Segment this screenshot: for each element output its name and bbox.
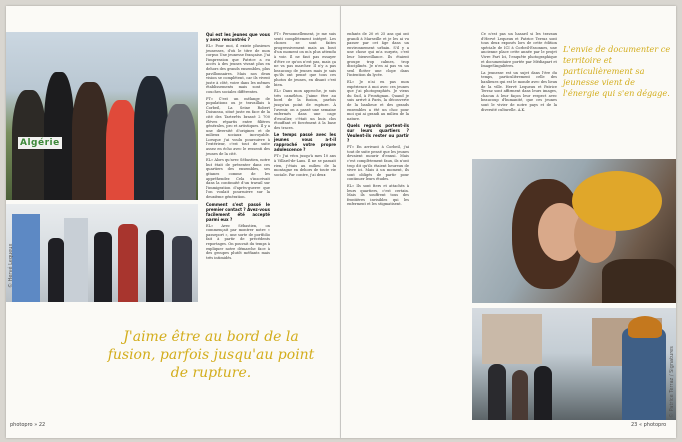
pull-quote-right: L'envie de documenter ce territoire et particulièrement sa jeunesse vient de l'énergie qui s'en dégage. — [563, 44, 671, 98]
text-column-5 — [481, 32, 557, 114]
paragraph: EL» Pour moi, il existe plusieurs jeunesses, d'où le titre de mon corpus Une jeunesse française. J'ai l'impression que Patrice a eu accès à des jeunes vivant plus en dehors des grands ensembles, plus pavillonnaires. Mais nos deux vision se complètent, car ils vivent juste à côté, voire dans les mêmes établissements mais sont de couches sociales différentes. — [206, 44, 270, 94]
paragraph: PT» Personnellement, je me suis senti complètement intégré. Les choses se sont faites progressivement mais au bout d'un moment on m'a plus attendu à voir. Il ne faut pas essayer d'être ce qu'on n'est pas, mais ça ne va pas marcher. Il n'y a pas beaucoup de jeunes mais je sais qu'ils ont pensé que tous ces photos de jeunes, en disant c'est bien. — [274, 32, 336, 87]
paragraph: enfants de 20 et 25 ans qui ont grandi à Marseille et je les ai vu passer par cet âge dans un environnement urbain. S'il y a une chose qui m'a surpris, c'est leur bienveillance. Ils étaient groupe trop calmes, trop disciplinés. Je n'en ai pas vu un seul flotter une clope dans l'intention du lycée. — [347, 32, 409, 78]
paragraph: La jeunesse est un sujet dans l'ère du temps, particulièrement celle des banlieues qui est le monde avec des lieux de la ville. Hervé Lequeux et Patrice Terraz sont affirment dans leurs images, chacun à leur façon leur respect avec beaucoup d'humanité, que ces jeunes sont le vivier de notre pays et de la diversité culturelle. A.K. — [481, 70, 557, 112]
paragraph: EL» Dans mon approche, je suis très caméléon. J'aime être au bord de la fusion, parfois jusqu'au point de rupture. À l'avenir, on a passé une semaine enfermés dans une cage d'escalier, c'était un huis clos étouffant et forcément à la base des traces. — [274, 89, 336, 130]
photo-youth-group — [6, 32, 198, 200]
question-heading: Qui est les jeunes que vous y avez rencontrés ? — [206, 32, 270, 42]
photo-stairwell-group — [6, 204, 198, 302]
paragraph: EL» Alors qu'avec Sébastien, notre but était de présenter dans ces quartiers des ensembles, ses gitanes comme de les appréhender. Cela s'inscrivait dans la continuité d'un travail sur l'immigration d'après-guerre que l'on voulait poursuivre sur la deuxième génération. — [206, 158, 270, 199]
page-folio-left: photopro » 22 — [10, 422, 46, 428]
paragraph: PT» C'est un mélange de populations ou je travaillais à Corbeil, La Seine Robert Doisneau, situé juste en face de la cité des Tarterêts brassé 2 700 élèves répartis entre filières générales, pro et artistiques. Il y a une diversité d'origines et de milieux sociaux incroyable. Lorsque j'ai voulu poursuivre à l'extérieur, c'est tout de suite assez en écho avec le ressenti des jeunes de la cité. — [206, 96, 270, 156]
text-column-2 — [274, 32, 336, 179]
paragraph: PT» En arrivant à Corbeil, j'ai tout de suite pensé que les jeunes devaient mourir d'ennui. Mais c'est complètement faux, ils n'ont trop dit qu'ils étaient heureux de vivre ici. Mais à un moment, ils sont obligés de partir pour continuer leurs études. — [347, 145, 409, 182]
question-heading: Quels regards portent-ils sur leurs quartiers ? Veulent-ils rester ou partir ? — [347, 123, 409, 144]
question-heading: Comment s'est passé le premier contact ? Avez-vous facilement été accepté parmi eux ? — [206, 201, 270, 222]
shirt-text: Algérie — [20, 138, 60, 148]
paragraph: EL» Avec Sébastien, on commençait par montrer notre « passeport », une sorte de portfolio fait à partir de précédents reportages. On pouvait du temps à expliquer notre démarche face à des groupes plutôt méfiants mais très intimidés. — [206, 223, 270, 260]
pull-quote-left: J'aime être au bord de la fusion, parfois jusqu'au point de rupture. — [107, 329, 315, 381]
paragraph: PT» J'ai vécu jusqu'à mes 10 ans à Villard-de-Lans. Il ne se passait rien, j'étais au milieu de la montagne en dehors de toute vie sociale. Par contre, j'ai deux — [274, 154, 336, 177]
text-column-1 — [206, 32, 270, 262]
paragraph: Ce n'est pas un hasard si les travaux d'Hervé Lequeux et Patrice Terraz sont tous deux exposés lors de cette édition spéciale de ICI à Corbeil-Essonnes, une ancienne place cette année par le projet Vivre Part Ici, l'enquête photographique et documentaire portée par Médiapart et ImageSingulières. — [481, 32, 557, 69]
right-page — [341, 6, 676, 438]
text-column-3 — [347, 32, 409, 209]
photo-credit-left: © Hervé Lequeux — [8, 243, 14, 288]
photo-street-scene — [472, 308, 676, 420]
photo-credit-right: © Patrice Terraz / Signatures — [669, 346, 675, 418]
page-folio-right: 23 « photopro — [631, 422, 667, 428]
question-heading: Le temps passé avec les jeunes vous a-t-il rapproché votre propre adolescence ? — [274, 132, 336, 153]
left-page — [6, 6, 341, 438]
paragraph: EL» Ils sont fiers et attachés à leurs quartiers, c'est certain. Mais ils souffrent tous des frontières invisibles qui les enferment et les stigmatisent. — [347, 184, 409, 207]
paragraph: EL» Je n'ai eu pas mon expérience à moi avec ces jeunes que j'ai photographiés. Je viens du Sud, à Frontignan. Quand je suis arrivé à Paris, la découverte de la banlieue et des grands ensembles a été un choc pour moi qui ai grandi au milieu de la nature. — [347, 79, 409, 121]
photo-couple-kiss — [472, 159, 676, 303]
